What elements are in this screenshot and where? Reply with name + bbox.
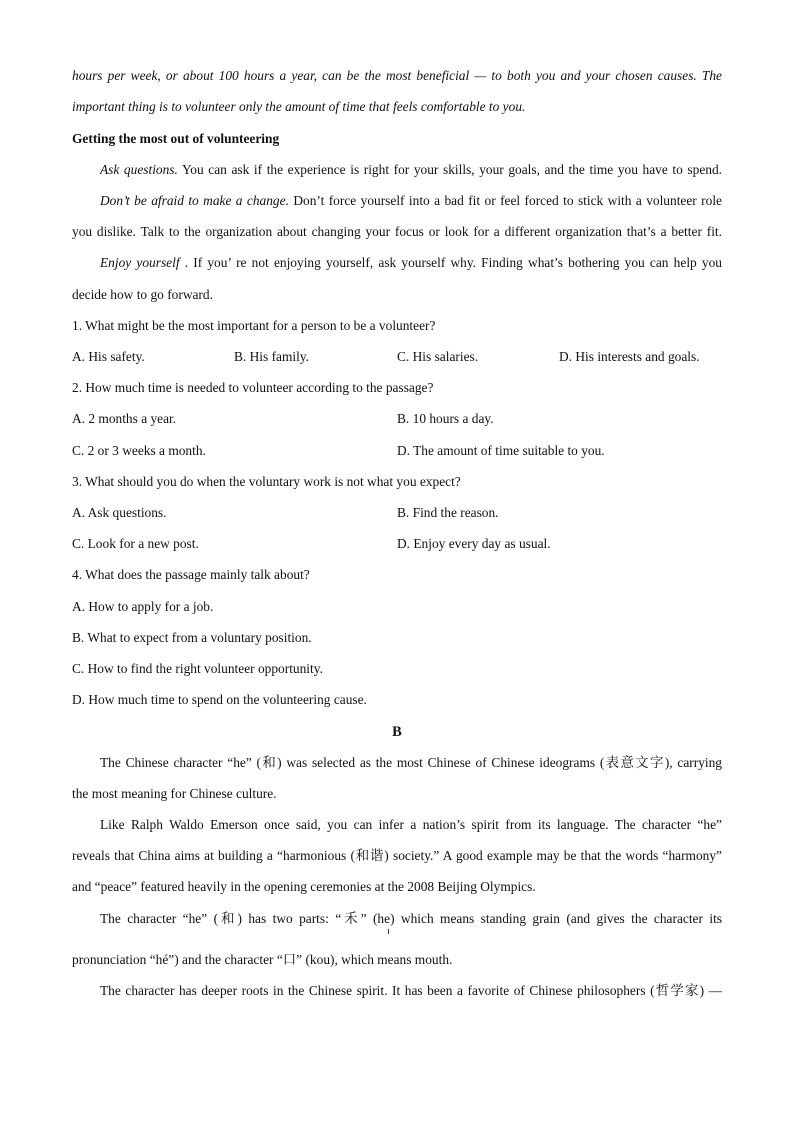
section-heading: Getting the most out of volunteering	[72, 131, 280, 146]
tip-text: You can ask if the experience is right for your skills, your goals, and the time you have to spend.	[177, 162, 722, 177]
tip-text: . If you’ re not enjoying yourself, ask yourself why. Finding what’s bothering you can help you	[179, 255, 722, 270]
option-d: D. How much time to spend on the volunteering cause.	[72, 692, 367, 707]
passage-b-p2-line-3: and “peace” featured heavily in the opening ceremonies at the 2008 Beijing Olympics.	[72, 879, 536, 894]
passage-b-p4-line-1: The character has deeper roots in the Chinese spirit. It has been a favorite of Chinese philosophers (哲学家) —	[100, 983, 722, 998]
question-2-stem: 2. How much time is needed to volunteer according to the passage?	[72, 380, 434, 395]
question-3-stem: 3. What should you do when the voluntary work is not what you expect?	[72, 474, 461, 489]
passage-b-p1-line-2: the most meaning for Chinese culture.	[72, 786, 277, 801]
passage-b-p3-line-2: pronunciation “hé”) and the character “口” (kou), which means mouth.	[72, 952, 453, 967]
option-c: C. Look for a new post.	[72, 536, 199, 551]
option-d: D. His interests and goals.	[559, 349, 700, 364]
option-b: B. His family.	[234, 349, 310, 364]
paragraph-make-change-line-2: you dislike. Talk to the organization about changing your focus or look for a different organization that’s a better fit.	[72, 224, 722, 239]
passage-b-p2-line-1: Like Ralph Waldo Emerson once said, you can infer a nation’s spirit from its language. The character “he”	[100, 817, 722, 832]
option-b: B. What to expect from a voluntary position.	[72, 630, 312, 645]
paragraph-enjoy-yourself	[100, 253, 722, 273]
passage-b-p3-line-1: The character “he” (和) has two parts: “禾” (he) which means standing grain (and gives the character its	[100, 911, 722, 926]
question-1-stem: 1. What might be the most important for a person to be a volunteer?	[72, 318, 436, 333]
option-c: C. His salaries.	[397, 349, 479, 364]
option-a: A. How to apply for a job.	[72, 599, 214, 614]
paragraph-enjoy-yourself-line-2: decide how to go forward.	[72, 287, 213, 302]
option-a: A. His safety.	[72, 349, 145, 364]
tip-title: Don’t be afraid to make a change.	[100, 193, 289, 208]
option-b: B. 10 hours a day.	[397, 411, 494, 426]
option-b: B. Find the reason.	[397, 505, 499, 520]
option-c: C. 2 or 3 weeks a month.	[72, 443, 206, 458]
passage-b-p1-line-1: The Chinese character “he” (和) was selected as the most Chinese of Chinese ideograms (表意文字), carrying	[100, 755, 722, 770]
option-d: D. Enjoy every day as usual.	[397, 536, 551, 551]
option-d: D. The amount of time suitable to you.	[397, 443, 605, 458]
passage-b-heading: B	[392, 724, 402, 740]
question-4-stem: 4. What does the passage mainly talk about?	[72, 567, 310, 582]
paragraph-make-change	[100, 191, 722, 211]
option-a: A. 2 months a year.	[72, 411, 177, 426]
tip-title: Ask questions.	[100, 162, 178, 177]
paragraph-ask-questions	[100, 160, 722, 180]
passage-a-intro-line-1: hours per week, or about 100 hours a year, can be the most beneficial — to both you and your chosen causes. The	[72, 68, 722, 83]
tip-title: Enjoy yourself	[100, 255, 180, 270]
tip-text: Don’t force yourself into a bad fit or feel forced to stick with a volunteer role	[288, 193, 722, 208]
passage-a-intro-line-2: important thing is to volunteer only the amount of time that feels comfortable to you.	[72, 99, 526, 114]
passage-b-p2-line-2: reveals that China aims at building a “harmonious (和谐) society.” A good example may be that the words “harmony”	[72, 848, 722, 863]
option-a: A. Ask questions.	[72, 505, 167, 520]
option-c: C. How to find the right volunteer opportunity.	[72, 661, 323, 676]
stray-mark	[388, 929, 389, 934]
